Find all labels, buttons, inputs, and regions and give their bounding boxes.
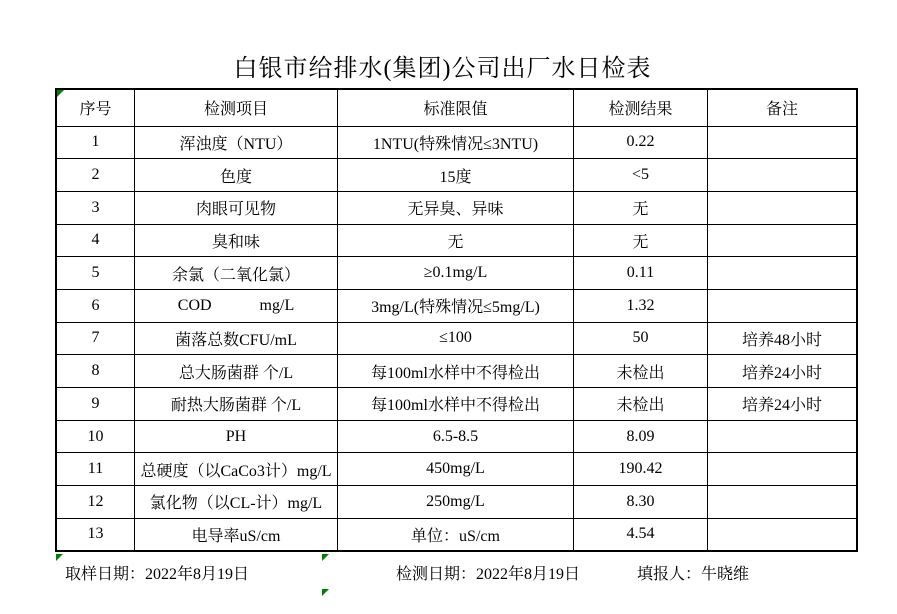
cell-remark	[708, 453, 858, 486]
cell-item: 电导率uS/cm	[135, 518, 338, 551]
cell-limit: ≥0.1mg/L	[338, 257, 574, 290]
excel-error-marker-icon	[322, 554, 329, 561]
cell-item: COD mg/L	[135, 289, 338, 322]
cell-limit: 6.5-8.5	[338, 420, 574, 453]
table-row	[56, 518, 857, 551]
cell-no: 6	[56, 289, 135, 322]
cell-remark	[708, 126, 858, 159]
table-row	[56, 289, 857, 322]
table-header	[56, 89, 857, 126]
cell-remark	[708, 289, 858, 322]
reporter-text: 填报人：牛晓维	[637, 566, 750, 583]
table-body	[56, 126, 857, 551]
column-header-result: 检测结果	[574, 89, 708, 126]
table-row	[56, 126, 857, 159]
cell-result: 8.09	[574, 420, 708, 453]
cell-limit: 每100ml水样中不得检出	[338, 355, 574, 388]
cell-limit: ≤100	[338, 322, 574, 355]
cell-no: 1	[56, 126, 135, 159]
column-header-limit: 标准限值	[338, 89, 574, 126]
cell-result: 4.54	[574, 518, 708, 551]
cell-remark: 培养24小时	[708, 355, 858, 388]
cell-result: 50	[574, 322, 708, 355]
cell-no: 9	[56, 388, 135, 421]
cell-item: 肉眼可见物	[135, 191, 338, 224]
cell-result: 0.11	[574, 257, 708, 290]
table-row	[56, 486, 857, 519]
cell-result: 无	[574, 191, 708, 224]
cell-no: 4	[56, 224, 135, 257]
cell-no: 7	[56, 322, 135, 355]
cell-remark	[708, 486, 858, 519]
cell-limit: 3mg/L(特殊情况≤5mg/L)	[338, 289, 574, 322]
cell-item: 菌落总数CFU/mL	[135, 322, 338, 355]
table-row	[56, 257, 857, 290]
table-row	[56, 224, 857, 257]
cell-result: 未检出	[574, 355, 708, 388]
cell-no: 8	[56, 355, 135, 388]
cell-item: 浑浊度（NTU）	[135, 126, 338, 159]
cell-limit: 每100ml水样中不得检出	[338, 388, 574, 421]
cell-limit: 1NTU(特殊情况≤3NTU)	[338, 126, 574, 159]
sampling-date-text: 取样日期：2022年8月19日	[65, 566, 250, 583]
cell-item: 氯化物（以CL-计）mg/L	[135, 486, 338, 519]
cell-limit: 无	[338, 224, 574, 257]
table-row	[56, 420, 857, 453]
excel-error-marker-icon	[57, 90, 64, 97]
cell-result: 0.22	[574, 126, 708, 159]
table-row	[56, 159, 857, 192]
cell-item: 臭和味	[135, 224, 338, 257]
daily-inspection-table	[55, 88, 858, 552]
cell-remark	[708, 420, 858, 453]
cell-result: <5	[574, 159, 708, 192]
column-header-item: 检测项目	[135, 89, 338, 126]
cell-limit: 450mg/L	[338, 453, 574, 486]
table-row	[56, 191, 857, 224]
cell-item: 耐热大肠菌群 个/L	[135, 388, 338, 421]
table-row	[56, 355, 857, 388]
cell-item: 余氯（二氧化氯）	[135, 257, 338, 290]
cell-result: 无	[574, 224, 708, 257]
cell-item: PH	[135, 420, 338, 453]
cell-item: 色度	[135, 159, 338, 192]
cell-remark	[708, 191, 858, 224]
header-row	[56, 89, 857, 126]
cell-item: 总大肠菌群 个/L	[135, 355, 338, 388]
cell-no: 12	[56, 486, 135, 519]
cell-remark	[708, 224, 858, 257]
cell-no: 2	[56, 159, 135, 192]
cell-result: 1.32	[574, 289, 708, 322]
cell-result: 190.42	[574, 453, 708, 486]
cell-no: 10	[56, 420, 135, 453]
testing-date-text: 检测日期：2022年8月19日	[396, 566, 581, 583]
cell-result: 8.30	[574, 486, 708, 519]
cell-remark: 培养48小时	[708, 322, 858, 355]
excel-error-marker-icon	[56, 554, 63, 561]
cell-no: 3	[56, 191, 135, 224]
cell-remark	[708, 159, 858, 192]
cell-result: 未检出	[574, 388, 708, 421]
cell-no: 11	[56, 453, 135, 486]
column-header-remark: 备注	[708, 89, 858, 126]
cell-no: 5	[56, 257, 135, 290]
cell-limit: 15度	[338, 159, 574, 192]
table-row	[56, 388, 857, 421]
excel-error-marker-icon	[322, 589, 329, 596]
cell-item: 总硬度（以CaCo3计）mg/L	[135, 453, 338, 486]
cell-limit: 250mg/L	[338, 486, 574, 519]
cell-remark: 培养24小时	[708, 388, 858, 421]
cell-remark	[708, 518, 858, 551]
cell-no: 13	[56, 518, 135, 551]
cell-limit: 单位：uS/cm	[338, 518, 574, 551]
table-row	[56, 453, 857, 486]
page-title: 白银市给排水(集团)公司出厂水日检表	[233, 56, 652, 82]
table-row	[56, 322, 857, 355]
cell-remark	[708, 257, 858, 290]
cell-limit: 无异臭、异味	[338, 191, 574, 224]
column-header-no: 序号	[56, 89, 135, 126]
